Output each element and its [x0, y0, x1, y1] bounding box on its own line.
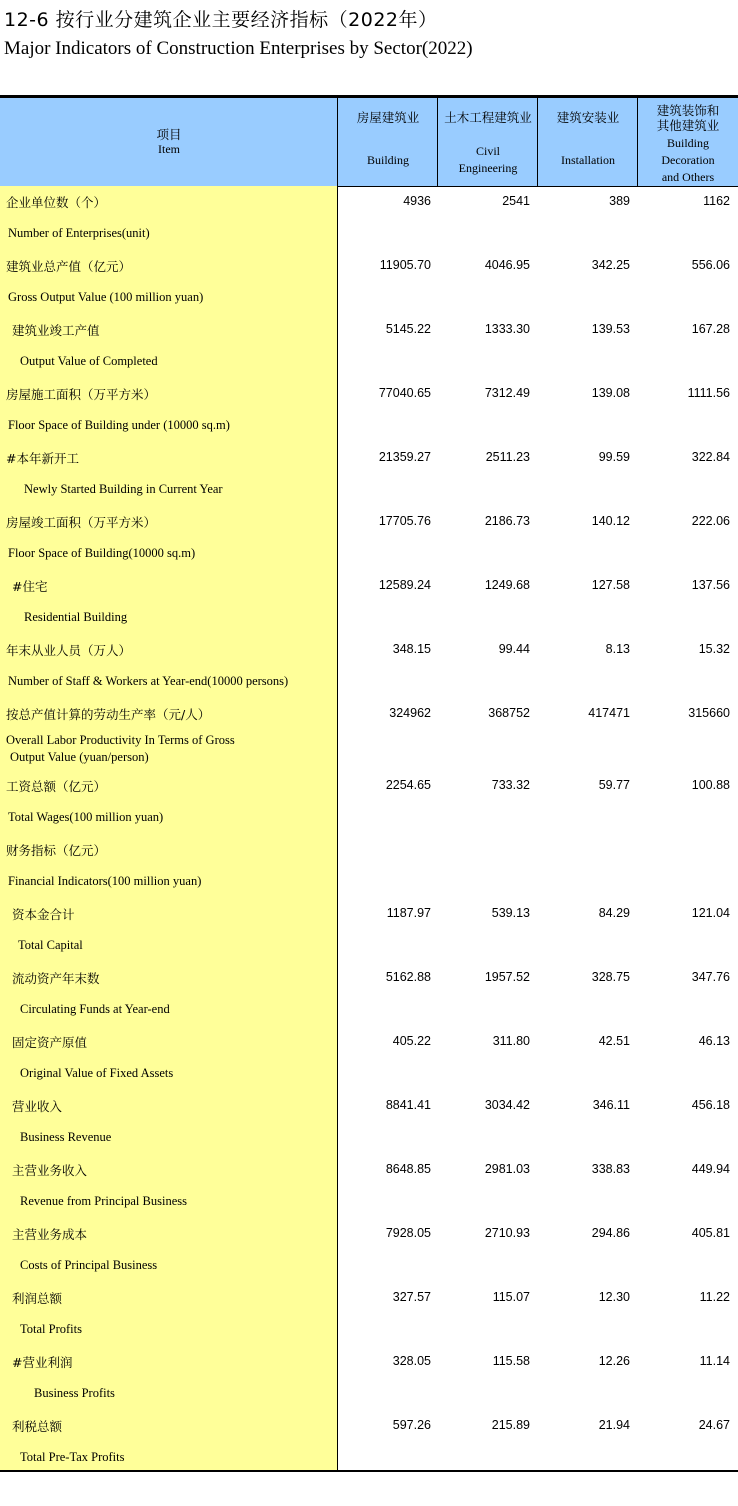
table-row: [0, 506, 737, 538]
value-civil: 1957.52: [484, 970, 530, 984]
table-row: [0, 834, 737, 866]
value-building: 21359.27: [378, 450, 431, 464]
value-installation: 59.77: [598, 778, 630, 792]
row-label-en: Financial Indicators(100 million yuan): [8, 874, 202, 888]
value-installation: 84.29: [598, 906, 630, 920]
value-installation: 294.86: [591, 1226, 630, 1240]
value-building: 4936: [403, 194, 431, 208]
table-row: [0, 1346, 737, 1378]
row-label-en: Residential Building: [24, 610, 128, 624]
value-decoration: 449.94: [691, 1162, 730, 1176]
value-civil: 7312.49: [484, 386, 530, 400]
row-label-en: Output Value (yuan/person): [10, 750, 149, 764]
header-installation: [537, 98, 638, 186]
value-civil: 2981.03: [484, 1162, 530, 1176]
row-label-en: Business Revenue: [20, 1130, 112, 1144]
table-row: [0, 1282, 737, 1314]
table-row: [0, 186, 737, 218]
row-label-zh: #营业利润: [12, 1355, 73, 1370]
value-civil: 2710.93: [484, 1226, 530, 1240]
row-label-en: Newly Started Building in Current Year: [24, 482, 223, 496]
value-building: 5162.88: [385, 970, 431, 984]
value-civil: 2511.23: [485, 450, 530, 464]
value-building: 17705.76: [378, 514, 431, 528]
row-label-en: Total Profits: [20, 1322, 82, 1336]
value-decoration: 322.84: [691, 450, 730, 464]
row-label-zh: 房屋施工面积（万平方米）: [6, 387, 157, 402]
value-building: 5145.22: [385, 322, 431, 336]
value-decoration: 556.06: [691, 258, 730, 272]
value-decoration: 11.14: [699, 1354, 730, 1368]
value-building: 2254.65: [385, 778, 431, 792]
row-label-zh: 企业单位数（个）: [6, 195, 107, 210]
row-label-en: Costs of Principal Business: [20, 1258, 158, 1272]
header-civil-zh: 土木工程建筑业: [444, 110, 532, 125]
value-civil: 215.89: [491, 1418, 530, 1432]
table-row: [0, 698, 737, 730]
table-row: [0, 962, 737, 994]
row-label-en: Business Profits: [34, 1386, 115, 1400]
row-label-en: Overall Labor Productivity In Terms of Gross: [6, 733, 235, 747]
table-row: [0, 1410, 737, 1442]
row-label-en: Total Capital: [18, 938, 83, 952]
value-installation: 389: [609, 194, 630, 208]
row-label-zh: 建筑业总产值（亿元）: [6, 259, 132, 274]
value-installation: 12.30: [598, 1290, 630, 1304]
row-label-en: Circulating Funds at Year-end: [20, 1002, 170, 1016]
value-decoration: 121.04: [691, 906, 730, 920]
value-installation: 417471: [588, 706, 630, 720]
row-label-zh: 利税总额: [12, 1419, 63, 1434]
value-civil: 311.80: [492, 1034, 530, 1048]
value-installation: 338.83: [591, 1162, 630, 1176]
header-decoration-en2: Decoration: [661, 153, 715, 167]
header-item-en: Item: [158, 142, 180, 156]
row-label-zh: #本年新开工: [6, 451, 79, 466]
value-civil: 115.58: [492, 1354, 530, 1368]
value-decoration: 46.13: [698, 1034, 730, 1048]
value-building: 1187.97: [386, 906, 431, 920]
value-building: 324962: [389, 706, 431, 720]
header-civil: [437, 98, 538, 186]
row-label-en: Number of Enterprises(unit): [8, 226, 150, 240]
row-label-en: Total Pre-Tax Profits: [20, 1450, 125, 1464]
value-decoration: 1162: [703, 194, 730, 208]
value-civil: 115.07: [492, 1290, 530, 1304]
value-installation: 12.26: [598, 1354, 630, 1368]
row-label-en: Gross Output Value (100 million yuan): [8, 290, 204, 304]
table-bottom-rule: [0, 1470, 738, 1472]
value-civil: 4046.95: [484, 258, 530, 272]
value-decoration: 347.76: [691, 970, 730, 984]
table-header: [0, 98, 738, 187]
value-building: 348.15: [392, 642, 431, 656]
value-installation: 342.25: [591, 258, 630, 272]
row-label-en: Revenue from Principal Business: [20, 1194, 187, 1208]
value-decoration: 100.88: [691, 778, 730, 792]
value-installation: 99.59: [598, 450, 630, 464]
row-label-zh: #住宅: [12, 579, 48, 594]
row-label-en: Total Wages(100 million yuan): [8, 810, 164, 824]
value-building: 77040.65: [378, 386, 431, 400]
value-installation: 328.75: [591, 970, 630, 984]
value-installation: 140.12: [591, 514, 630, 528]
value-civil: 2186.73: [484, 514, 530, 528]
row-label-zh: 主营业务收入: [12, 1163, 88, 1178]
header-installation-zh: 建筑安装业: [556, 110, 620, 125]
row-label-zh: 资本金合计: [12, 907, 75, 922]
value-civil: 539.13: [491, 906, 530, 920]
value-civil: 2541: [502, 194, 530, 208]
value-installation: 346.11: [592, 1098, 630, 1112]
value-building: 8648.85: [385, 1162, 431, 1176]
value-decoration: 1111.56: [687, 386, 730, 400]
value-installation: 8.13: [605, 642, 630, 656]
value-decoration: 137.56: [691, 578, 730, 592]
table-row: [0, 378, 737, 410]
header-civil-en1: Civil: [475, 144, 500, 158]
value-civil: 368752: [488, 706, 530, 720]
header-installation-en: Installation: [561, 153, 615, 167]
row-label-zh: 房屋竣工面积（万平方米）: [6, 515, 157, 530]
row-label-zh: 建筑业竣工产值: [12, 323, 100, 338]
value-installation: 127.58: [591, 578, 630, 592]
row-label-en: Output Value of Completed: [20, 354, 158, 368]
row-label-en: Number of Staff & Workers at Year-end(10000 persons): [8, 674, 289, 688]
value-decoration: 405.81: [691, 1226, 730, 1240]
header-building-en: Building: [366, 153, 409, 167]
table-row: [0, 898, 737, 930]
header-civil-en2: Engineering: [458, 161, 518, 175]
row-label-zh: 主营业务成本: [12, 1227, 88, 1242]
value-building: 8841.41: [385, 1098, 431, 1112]
value-civil: 1333.30: [484, 322, 530, 336]
value-building: 597.26: [392, 1418, 431, 1432]
table-row: [0, 1154, 737, 1186]
row-label-zh: 营业收入: [12, 1099, 63, 1114]
page-title-en: Major Indicators of Construction Enterprises by Sector(2022): [4, 38, 473, 59]
value-decoration: 456.18: [691, 1098, 730, 1112]
table-row: [0, 634, 737, 666]
header-decoration-zh1: 建筑装饰和: [656, 103, 720, 118]
row-label-zh: 按总产值计算的劳动生产率（元/人）: [6, 707, 211, 722]
header-decoration: [637, 98, 738, 186]
value-building: 12589.24: [378, 578, 431, 592]
header-item-zh: 项目: [156, 127, 182, 142]
row-label-zh: 财务指标（亿元）: [6, 843, 107, 858]
value-building: 327.57: [392, 1290, 431, 1304]
value-building: 328.05: [392, 1354, 431, 1368]
row-label-zh: 工资总额（亿元）: [6, 779, 107, 794]
row-label-zh: 固定资产原值: [12, 1035, 88, 1050]
value-civil: 1249.68: [484, 578, 530, 592]
value-civil: 99.44: [498, 642, 530, 656]
row-label-zh: 年末从业人员（万人）: [6, 643, 132, 658]
value-decoration: 315660: [688, 706, 730, 720]
value-building: 11905.70: [379, 258, 431, 272]
table-row: [0, 1026, 737, 1058]
table-row: [0, 250, 737, 282]
value-civil: 3034.42: [484, 1098, 530, 1112]
value-building: 405.22: [392, 1034, 431, 1048]
header-building-zh: 房屋建筑业: [356, 110, 420, 125]
row-label-en: Floor Space of Building under (10000 sq.m): [8, 418, 230, 432]
header-building: [337, 98, 438, 186]
value-decoration: 24.67: [698, 1418, 730, 1432]
table-row: [0, 1218, 737, 1250]
header-decoration-en3: and Others: [661, 170, 715, 184]
header-decoration-zh2: 其他建筑业: [656, 118, 720, 133]
table-row: [0, 770, 737, 802]
value-building: 7928.05: [385, 1226, 431, 1240]
row-label-zh: 流动资产年末数: [12, 971, 100, 986]
row-label-zh: 利润总额: [12, 1291, 63, 1306]
value-installation: 42.51: [598, 1034, 630, 1048]
value-decoration: 15.32: [698, 642, 730, 656]
value-installation: 139.08: [591, 386, 630, 400]
row-label-en: Floor Space of Building(10000 sq.m): [8, 546, 196, 560]
value-decoration: 167.28: [691, 322, 730, 336]
value-installation: 21.94: [598, 1418, 630, 1432]
value-civil: 733.32: [491, 778, 530, 792]
table-row: [0, 442, 737, 474]
header-item: [0, 98, 338, 186]
value-decoration: 222.06: [691, 514, 730, 528]
table-row: [0, 314, 737, 346]
page-title-zh: 12-6 按行业分建筑企业主要经济指标（2022年）: [4, 9, 438, 31]
row-label-en: Original Value of Fixed Assets: [20, 1066, 174, 1080]
header-decoration-en1: Building: [666, 136, 709, 150]
table-row: [0, 570, 737, 602]
value-decoration: 11.22: [699, 1290, 730, 1304]
table-row: [0, 1090, 737, 1122]
value-installation: 139.53: [591, 322, 630, 336]
